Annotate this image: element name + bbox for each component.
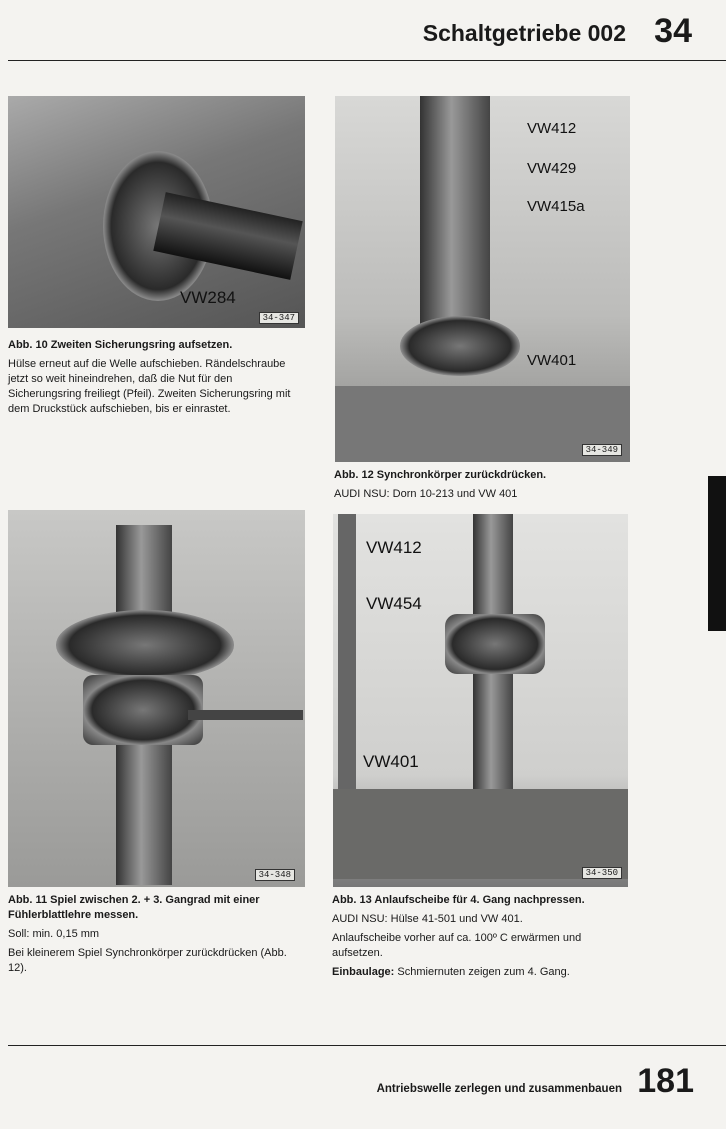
figure-code: 34-348 (255, 869, 295, 881)
header-rule (8, 60, 726, 61)
tool-label: VW454 (366, 594, 422, 613)
chapter-thumb-tab (708, 476, 726, 631)
tool-label: VW412 (527, 120, 577, 137)
tool-label: VW429 (527, 160, 577, 177)
chapter-number: 34 (654, 12, 692, 50)
photo-fig12 (335, 96, 630, 462)
photo-fig11 (8, 510, 305, 887)
photo-fig13 (333, 514, 628, 887)
caption-text: AUDI NSU: Dorn 10-213 und VW 401 (334, 488, 518, 500)
caption-title: Abb. 11 Spiel zwischen 2. + 3. Gangrad mit einer Fühlerblattlehre messen. (8, 894, 260, 921)
footer-section: Antriebswelle zerlegen und zusammenbauen (376, 1083, 622, 1095)
tool-label: VW284 (180, 288, 236, 307)
caption-fig10 (8, 338, 308, 421)
caption-text: Hülse erneut auf die Welle aufschieben. Rändelschraube jetzt so weit hineindrehen, daß die Nut für den Sicherungsring freiliegt (Pfeil). Zweiten Sicherungsring mit dem Druckstück aufschieben, bis er einrastet. (8, 358, 291, 415)
page-title: Schaltgetriebe 002 (422, 20, 626, 46)
tool-label: VW412 (366, 538, 422, 557)
caption-fig13 (332, 893, 632, 984)
tool-label: VW401 (527, 352, 577, 369)
page-number: 181 (637, 1062, 694, 1100)
figure-code: 34-350 (582, 867, 622, 879)
photo-fig10 (8, 96, 305, 328)
caption-title: Abb. 13 Anlaufscheibe für 4. Gang nachpressen. (332, 894, 585, 906)
install-label: Einbaulage: (332, 966, 395, 978)
footer-rule (8, 1045, 726, 1046)
figure-code: 34-349 (582, 444, 622, 456)
caption-title: Abb. 12 Synchronkörper zurückdrücken. (334, 469, 547, 481)
caption-text: Bei kleinerem Spiel Synchronkörper zurückdrücken (Abb. 12). (8, 947, 287, 974)
caption-text: Anlaufscheibe vorher auf ca. 100º C erwärmen und aufsetzen. (332, 932, 582, 959)
caption-text: Soll: min. 0,15 mm (8, 928, 100, 940)
tool-label: VW415a (527, 198, 585, 215)
figure-code: 34-347 (259, 312, 299, 324)
caption-fig12 (334, 468, 634, 506)
install-text: Schmiernuten zeigen zum 4. Gang. (394, 966, 570, 978)
caption-fig11 (8, 893, 308, 980)
tool-label: VW401 (363, 752, 419, 771)
caption-title: Abb. 10 Zweiten Sicherungsring aufsetzen. (8, 339, 233, 351)
caption-text: AUDI NSU: Hülse 41-501 und VW 401. (332, 913, 523, 925)
